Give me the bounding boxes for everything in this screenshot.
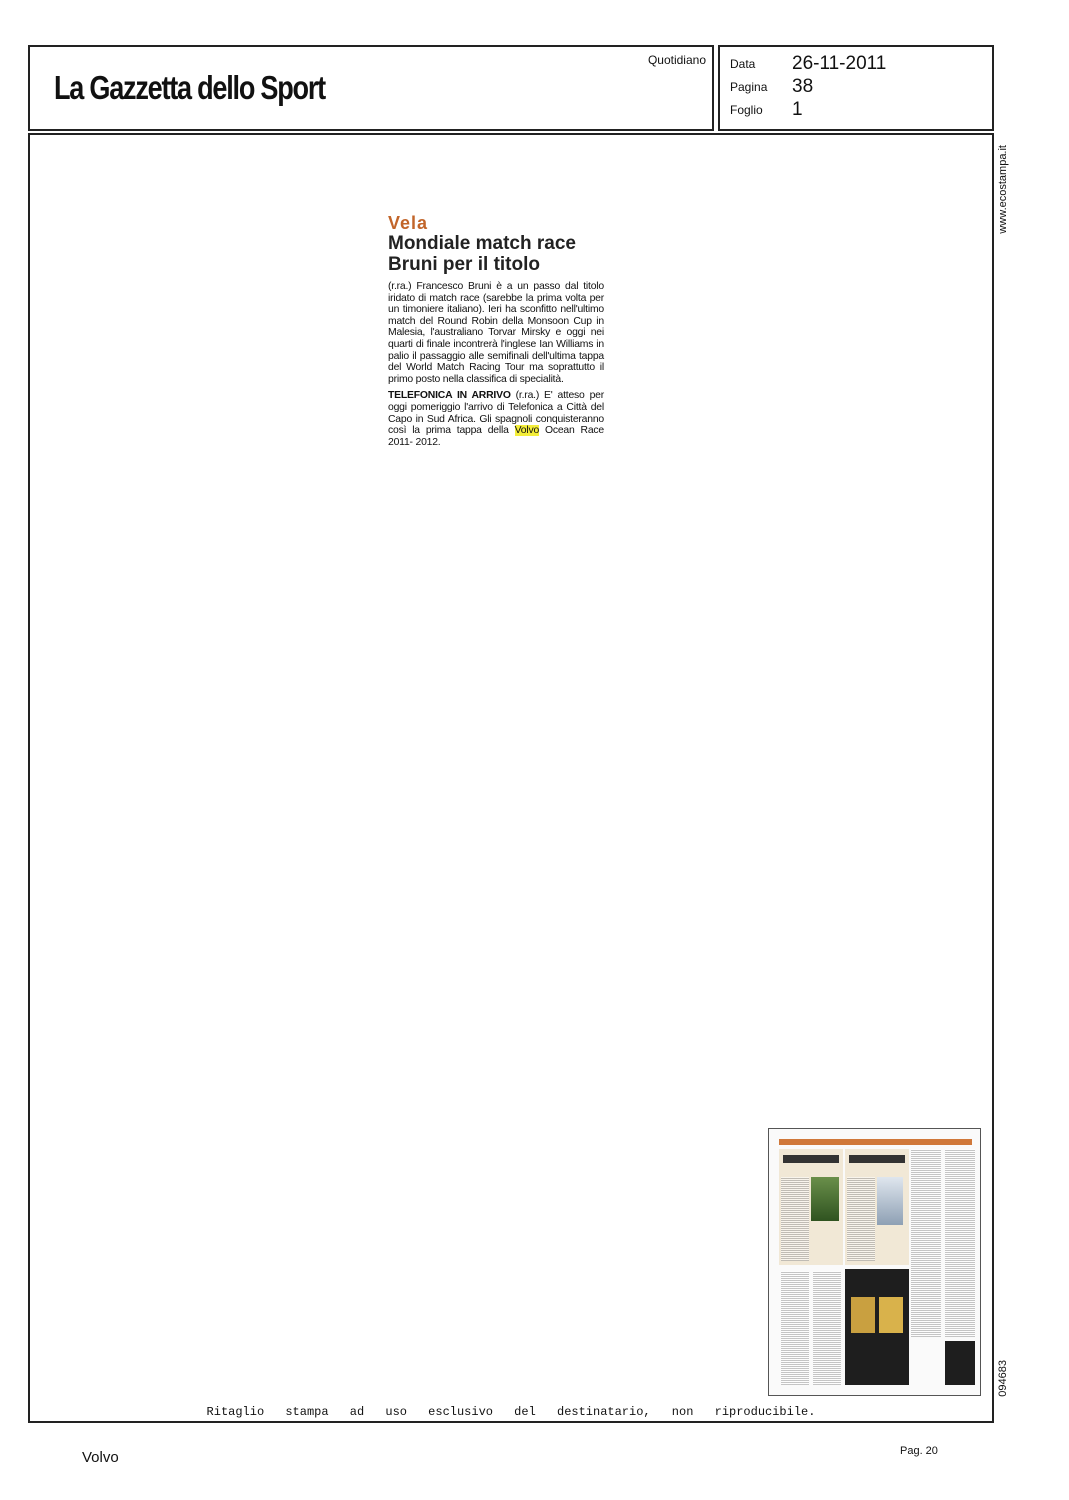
header-masthead-box: [28, 45, 714, 131]
meta-label: Foglio: [730, 103, 763, 117]
side-url: [997, 145, 1011, 255]
meta-row-page: [730, 76, 813, 98]
article: [388, 214, 604, 453]
side-code-text: 094683: [997, 1360, 1009, 1397]
meta-label: Pagina: [730, 80, 768, 94]
article-headline: [388, 233, 604, 275]
thumbnail-header-bar: [779, 1139, 972, 1145]
page-number: Pag. 20: [900, 1445, 938, 1457]
article-paragraph: (r.ra.) Francesco Bruni è a un passo dal titolo iridato di match race (sarebbe la prima volta per un timoniere italiano). Ieri ha sconfitto nell'ultimo match del Round Robin della Monsoon Cup in Malesia, l'australiano Torvar Mirsky e oggi nei quarti di finale incontrerà l'inglese Ian Williams in palio il passaggio alle semifinali dell'ultima tappa del World Match Racing Tour ma soprattutto il primo posto nella classifica di specialità.: [388, 281, 604, 385]
thumbnail-title: [783, 1155, 839, 1163]
thumbnail-photo: [851, 1297, 875, 1333]
client-brand: Volvo: [82, 1449, 119, 1466]
thumbnail-title: [849, 1155, 905, 1163]
headline-line: Mondiale match race: [388, 233, 576, 254]
thumbnail-photo: [811, 1177, 839, 1221]
side-url-text: www.ecostampa.it: [997, 145, 1009, 234]
article-kicker: Vela: [388, 213, 429, 233]
meta-value: 1: [792, 99, 803, 120]
article-body: [388, 281, 604, 448]
thumbnail-dark-box: [945, 1341, 975, 1385]
thumbnail-text-column: [781, 1271, 809, 1385]
meta-value: 38: [792, 76, 814, 97]
publication-type: Quotidiano: [647, 53, 706, 67]
meta-row-sheet: [730, 99, 803, 121]
header-meta-box: [718, 45, 994, 131]
paragraph-text: (r.ra.) E' atteso per oggi pomeriggio l'arrivo di Telefonica a Città del Capo in Sud Africa. Gli spagnoli conquisteranno così la prima tappa della: [388, 390, 604, 437]
side-code: [997, 1360, 1011, 1410]
paragraph-lead: TELEFONICA IN ARRIVO: [388, 390, 511, 402]
thumbnail-text-column: [911, 1149, 941, 1337]
article-paragraph: [388, 390, 604, 448]
paragraph-text: Ocean Race 2011- 2012.: [388, 425, 604, 448]
disclaimer: Ritaglio stampa ad uso esclusivo del destinatario, non riproducibile.: [206, 1405, 816, 1419]
thumbnail-text-column: [781, 1177, 809, 1261]
headline-line: Bruni per il titolo: [388, 254, 540, 275]
page-thumbnail: [768, 1128, 981, 1396]
meta-value: 26-11-2011: [792, 53, 887, 74]
meta-label: Data: [730, 57, 756, 71]
thumbnail-text-column: [847, 1177, 875, 1261]
highlighted-keyword: Volvo: [514, 425, 540, 437]
thumbnail-photo: [877, 1177, 903, 1225]
thumbnail-text-column: [813, 1271, 841, 1385]
thumbnail-text-column: [945, 1149, 975, 1337]
meta-row-date: [730, 53, 886, 75]
thumbnail-photo: [879, 1297, 903, 1333]
publication-logo: La Gazzetta dello Sport: [54, 69, 325, 106]
